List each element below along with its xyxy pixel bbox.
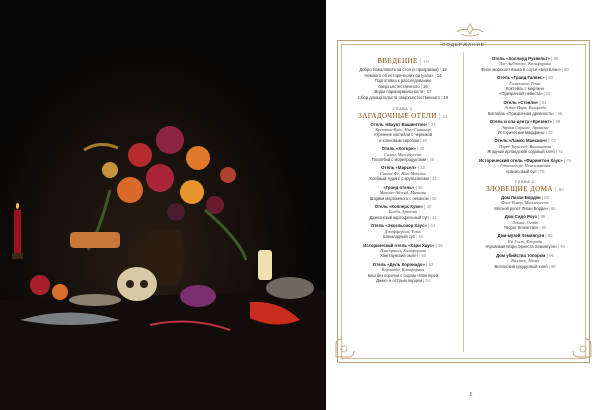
entry-recipe-page: 98 <box>550 263 556 269</box>
intro-item-page: 16 <box>423 83 428 89</box>
toc-entry[interactable] <box>466 233 584 249</box>
column-divider <box>463 52 464 352</box>
separator: | <box>418 137 423 143</box>
toc-left-column <box>344 56 462 287</box>
entry-location: Бреттон-Вудс, Нью-Гэмпшир <box>375 126 431 132</box>
entry-page: 92 <box>547 233 553 239</box>
entry-page: 36 <box>417 184 423 190</box>
separator: | <box>426 223 431 229</box>
toc-entry[interactable] <box>344 262 462 283</box>
separator: | <box>424 261 429 267</box>
entry-recipe-text: Утренние коктейли с черникой <box>373 132 433 138</box>
toc-heading: СОДЕРЖАНИЕ <box>442 42 485 47</box>
separator: | <box>554 149 559 155</box>
entry-name: Отель «Холлиуд Рузвельт» <box>491 56 550 61</box>
entry-name: «Гранд отель» <box>383 184 415 190</box>
entry-recipe <box>344 215 462 220</box>
separator: | <box>423 204 427 210</box>
ornament-icon <box>455 22 485 38</box>
entry-recipe-page: 42 <box>431 214 437 220</box>
entry-recipe-text: Ягодный ирландский содовый хлеб <box>487 149 555 155</box>
entry-recipe-text: Виллиский кукурузный хлеб <box>494 263 548 269</box>
separator: | <box>544 130 548 135</box>
chapter1-heading <box>344 107 462 120</box>
skull-icon <box>117 267 157 301</box>
entry-recipe-page: 78 <box>539 168 545 174</box>
entry-page: 24 <box>430 121 436 127</box>
intro-item-page: 19 <box>443 94 448 100</box>
corner-ornament-icon <box>571 337 593 359</box>
corner-ornament-icon <box>334 337 356 359</box>
entry-name: Отель «Маунт Вашингтон» <box>370 121 428 127</box>
entry-recipe-text: Филе морского языка в соусе «Бер Блан» <box>481 66 561 72</box>
entry-name: Отель «Стэнли» <box>503 99 539 105</box>
toc-entry[interactable] <box>466 158 584 174</box>
entry-name: Отель «Хоторн» <box>381 146 417 152</box>
entry-recipe-text: Мясной рулет Лиззи Борден <box>494 205 548 211</box>
separator: | <box>542 91 547 97</box>
separator: | <box>536 168 540 174</box>
intro-item-text: Виды паранормальности <box>374 89 424 95</box>
entry-name: Исторический отель «Кэри Хаус» <box>363 242 435 248</box>
entry-recipe-text: Шоколадный суп <box>383 234 416 240</box>
separator: | <box>428 214 432 220</box>
entry-page: 28 <box>419 146 425 152</box>
entry-recipe-page: 66 <box>557 110 563 116</box>
separator: | <box>554 110 558 116</box>
entry-page: 52 <box>428 261 434 267</box>
separator: | <box>547 205 552 211</box>
entry-recipe <box>466 206 584 211</box>
intro-item-page: 17 <box>426 89 432 95</box>
separator: | <box>415 234 419 240</box>
toc-entry[interactable] <box>466 75 584 96</box>
entry-recipe-text: Коктейль «Призрачная древность» <box>487 110 555 116</box>
separator: | <box>426 156 430 162</box>
separator: | <box>423 89 427 95</box>
entry-recipe <box>344 278 462 283</box>
entry-recipe <box>466 149 584 154</box>
separator: | <box>560 66 565 72</box>
separator: | <box>545 252 550 258</box>
separator: | <box>562 157 567 163</box>
entry-location: Эврика Спрингс, Арканзас <box>501 124 549 130</box>
separator: | <box>540 194 545 200</box>
separator: | <box>416 165 421 171</box>
entry-location: Эстес-Парк, Колорадо <box>504 105 546 111</box>
entry-recipe-text: Коктейль с мартини <box>506 86 544 92</box>
entry-name: Отель «Дель Коронадо» <box>372 261 425 267</box>
entry-recipe-text: Хлебный пудинг с круассанами <box>369 176 429 182</box>
separator: | <box>538 99 542 105</box>
separator: | <box>433 72 437 78</box>
entry-page: 76 <box>566 157 572 163</box>
entry-location: Лос-Анджелес, Калифорния <box>499 61 551 67</box>
entry-name: Отель «Эксельсиор Хаус» <box>370 223 427 229</box>
intro-item-text: Немного об исторических ритуалах <box>364 72 434 78</box>
entry-recipe-text: Арахисовый суп <box>505 168 537 174</box>
entry-recipe-page: 50 <box>421 253 427 259</box>
toc-entry[interactable] <box>466 253 584 269</box>
intro-title[interactable]: ВВЕДЕНИЕ | 10 <box>377 57 429 65</box>
separator: | <box>538 225 542 230</box>
entry-recipe <box>344 176 462 181</box>
entry-recipe <box>466 67 584 72</box>
entry-recipe-text: Киш без корочки с сыром «Монтерей <box>367 272 439 278</box>
entry-page: 96 <box>549 252 554 258</box>
separator: | <box>434 242 438 248</box>
separator: | <box>428 176 433 182</box>
entry-name: Отель «Марсел» <box>381 165 417 171</box>
toc-entry[interactable] <box>466 195 584 211</box>
separator: | <box>438 67 442 72</box>
entry-location: Галвестон, Техас <box>509 80 541 86</box>
entry-location: Бисби, Аризона <box>389 209 417 215</box>
entry-recipe <box>344 253 462 258</box>
toc-right-column <box>466 56 584 272</box>
entry-name: Дом Лиззи Борден <box>500 194 541 200</box>
entry-recipe-text: Исторические маффины <box>497 130 545 135</box>
entry-location: Порт-Таунсенд, Вашингтон <box>499 143 551 149</box>
entry-recipe-text: «Кровавая Мэри Эрнеста Хемингуэя» <box>485 244 558 250</box>
intro-item-page: 12 <box>442 67 447 72</box>
entry-location: Виллиск, Айова <box>511 258 539 264</box>
entry-recipe-text: Джек» и острым перцем <box>376 278 423 284</box>
separator: | <box>416 146 420 152</box>
separator: | <box>414 184 418 190</box>
entry-name: Исторический отель «Фарингтон Хаус» <box>478 157 563 163</box>
entry-recipe-text: «Призрачная невеста» <box>499 91 543 97</box>
chapter2-heading <box>466 180 584 193</box>
entry-location: Пласервилл, Калифорния <box>380 248 426 254</box>
separator: | <box>549 56 554 61</box>
toc-entry[interactable] <box>466 119 584 135</box>
entry-name: Отель «Копперс Куин» <box>374 204 424 210</box>
entry-location: Коронадо, Калифорния <box>381 267 425 273</box>
entry-recipe-page: 94 <box>560 244 565 250</box>
chapter1-label: ГЛАВА 1 <box>393 106 413 111</box>
entry-recipe <box>466 225 584 230</box>
toc-entry[interactable] <box>344 204 462 220</box>
entry-recipe-page: 62 <box>546 91 551 97</box>
toc-entry[interactable] <box>344 243 462 259</box>
chapter2-title[interactable]: ЗЛОВЕЩИЕ ДОМА | 80 <box>486 184 564 193</box>
toc-entry[interactable] <box>344 146 462 162</box>
entry-recipe-page: 58 <box>564 66 569 72</box>
entry-page: 64 <box>541 99 547 105</box>
entry-recipe-page: 46 <box>418 234 423 240</box>
entry-recipe-page: 86 <box>551 205 556 211</box>
entry-recipe-page: 54 <box>425 278 430 284</box>
entry-location: Лэкинг, Огайо <box>511 219 539 225</box>
entry-location: Джефферсон, Техас <box>384 228 422 234</box>
entry-page: 44 <box>430 223 436 229</box>
entry-name: Отель «Ламос Мансион» <box>494 138 548 144</box>
intro-item-text: Сбор доказательств сверхъестественного <box>357 94 440 100</box>
entry-recipe-text: Шарики мороженого с пеканом <box>369 195 429 201</box>
entry-recipe <box>344 157 462 162</box>
toc-entry[interactable] <box>466 138 584 154</box>
entry-recipe <box>466 169 584 174</box>
entry-page: 84 <box>544 194 550 200</box>
separator: | <box>428 195 432 201</box>
entry-name: Дом-музей Хемингуэя <box>497 233 545 239</box>
entry-page: 56 <box>553 56 559 61</box>
entry-recipe <box>344 138 462 143</box>
entry-recipe-page: 74 <box>558 149 563 155</box>
entry-recipe <box>466 111 584 116</box>
chapter1-title[interactable]: ЗАГАДОЧНЫЕ ОТЕЛИ | 22 <box>358 111 448 120</box>
intro-item-page: 14 <box>436 72 442 78</box>
toc-entry[interactable] <box>344 165 462 181</box>
entry-recipe <box>344 196 462 201</box>
entry-location: Фолл-Ривер, Массачусетс <box>501 200 549 206</box>
entry-location: Салем, Массачусетс <box>384 151 422 157</box>
entry-name: Дом убийства топором <box>496 252 546 258</box>
entry-location: Ки Уэст, Флорида <box>507 238 543 244</box>
intro-item-text: сверхъестественного <box>378 83 420 89</box>
entry-name: Отель «Гранд Галвес» <box>496 75 545 81</box>
entry-recipe-page: 38 <box>431 195 437 201</box>
candle-icon <box>14 210 21 255</box>
entry-recipe-page: 26 <box>422 137 427 143</box>
intro-item-text: Добро пожаловать за стол (к призракам) <box>359 67 439 72</box>
toc-entry[interactable] <box>344 185 462 201</box>
separator: | <box>544 75 549 81</box>
entry-recipe-page: 34 <box>432 176 437 182</box>
entry-recipe <box>344 234 462 239</box>
entry-recipe <box>466 244 584 249</box>
entry-recipe <box>466 130 584 135</box>
entry-page: 88 <box>540 214 546 220</box>
intro-item-text: Подготовка к расследованию <box>374 78 432 84</box>
entry-page: 68 <box>555 119 561 125</box>
separator: | <box>418 253 422 259</box>
separator: | <box>427 121 431 127</box>
separator: | <box>557 244 561 250</box>
entry-recipe-text: и кленовым сиропом <box>379 137 419 143</box>
entry-recipe <box>466 264 584 269</box>
toc-entry[interactable] <box>344 122 462 143</box>
intro-item[interactable] <box>344 95 462 101</box>
chapter2-label: ГЛАВА 2 <box>515 179 535 184</box>
entry-name: Отель и спа-центр «Крезент» <box>489 119 552 125</box>
entry-recipe-text: Творог Smearcase <box>503 225 539 230</box>
separator: | <box>547 263 551 269</box>
entry-page: 60 <box>548 75 554 81</box>
separator: | <box>551 119 556 125</box>
separator: | <box>419 83 424 89</box>
entry-recipe-text: Похлёбка с морепродуктами <box>371 156 427 162</box>
entry-location: Макино-Айленд, Мичиган <box>379 190 427 196</box>
separator: | <box>422 278 426 284</box>
separator: | <box>547 138 551 144</box>
separator: | <box>544 233 548 239</box>
toc-entry[interactable] <box>466 214 584 230</box>
entry-page: 72 <box>550 138 556 144</box>
entry-recipe-text: Джеконский картофельный суп <box>369 214 429 220</box>
separator: | <box>536 214 541 220</box>
intro-section <box>344 57 462 65</box>
entry-page: 40 <box>426 204 432 210</box>
entry-location: Санта-Фе, Нью-Мексико <box>379 170 427 176</box>
entry-page: 48 <box>437 242 443 248</box>
separator: | <box>439 94 444 100</box>
entry-recipe-page: 30 <box>429 156 435 162</box>
entry-location: Геттисберг, Пенсильвания <box>500 163 550 169</box>
entry-name: Дом Сидо Роуз <box>504 214 537 220</box>
toc-entry[interactable] <box>466 56 584 72</box>
entry-recipe-page: 90 <box>541 225 547 230</box>
toc-entry[interactable] <box>466 100 584 116</box>
entry-recipe-page: 70 <box>547 130 553 135</box>
entry-recipe <box>466 91 584 96</box>
entry-recipe-text: Хангтаунский омлет <box>379 253 419 259</box>
page-number: 5 <box>469 392 473 398</box>
toc-entry[interactable] <box>344 223 462 239</box>
entry-page: 32 <box>420 165 425 171</box>
